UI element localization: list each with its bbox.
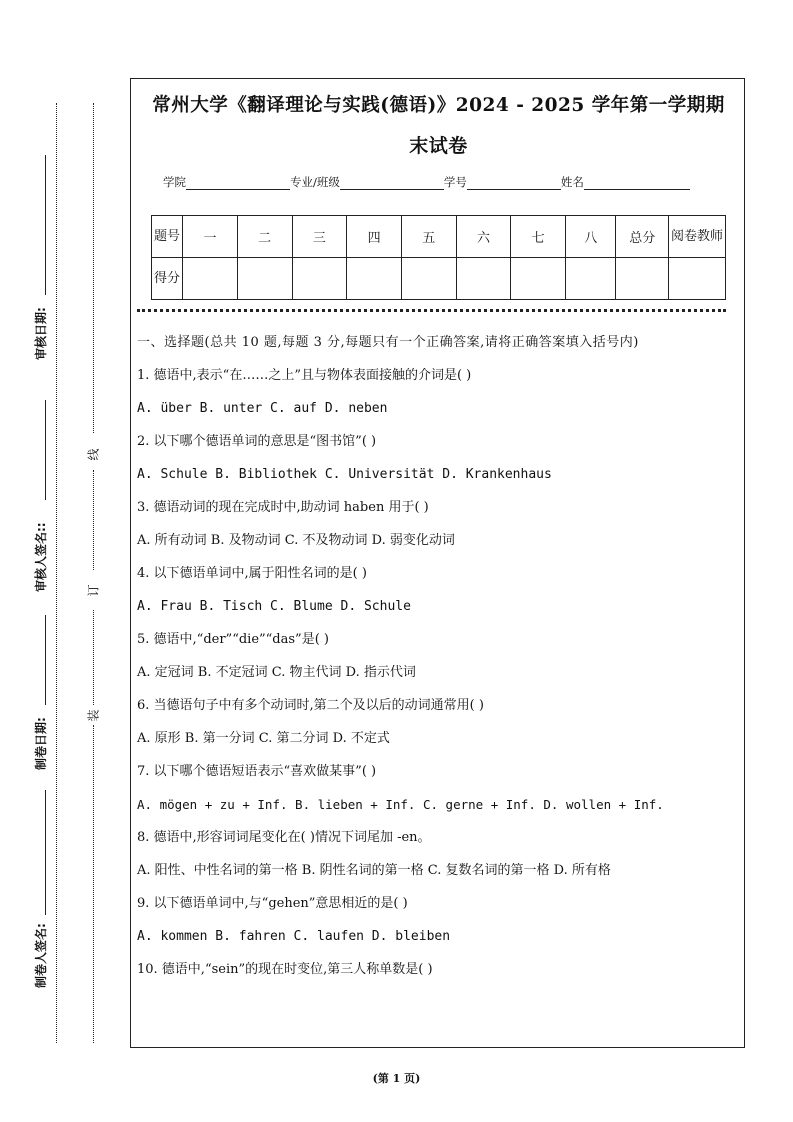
col-total: 总分 <box>616 216 669 258</box>
score-cell[interactable] <box>237 258 292 300</box>
score-row2-label: 得分 <box>152 258 183 300</box>
make-date-line <box>45 615 46 705</box>
dotted-separator <box>137 309 726 312</box>
col-grader: 阅卷教师 <box>669 216 726 258</box>
col-6: 六 <box>456 216 511 258</box>
name-label: 姓名 <box>560 175 584 189</box>
score-cell[interactable] <box>347 258 402 300</box>
score-table-header-row <box>152 216 726 258</box>
college-label: 学院 <box>163 175 186 189</box>
question-4: 4. 以下德语单词中,属于阳性名词的是( ) <box>137 566 367 581</box>
score-table-score-row <box>152 258 726 300</box>
question-4-options: A. Frau B. Tisch C. Blume D. Schule <box>137 599 411 614</box>
question-5: 5. 德语中,“der”“die”“das”是( ) <box>137 632 329 647</box>
score-cell[interactable] <box>511 258 566 300</box>
question-1: 1. 德语中,表示“在……之上”且与物体表面接触的介词是( ) <box>137 368 472 383</box>
outer-dotted-line <box>56 103 57 1043</box>
col-8: 八 <box>566 216 616 258</box>
exam-title-line1: 常州大学《翻译理论与实践(德语)》2024 - 2025 学年第一学期期 <box>152 95 725 116</box>
review-date-label: 审核日期: <box>34 307 48 360</box>
score-row1-label: 题号 <box>152 216 183 258</box>
major-class-field[interactable] <box>340 177 444 190</box>
question-7: 7. 以下哪个德语短语表示“喜欢做某事”( ) <box>137 764 377 779</box>
question-3-options: A. 所有动词 B. 及物动词 C. 不及物动词 D. 弱变化动词 <box>137 533 455 548</box>
col-7: 七 <box>511 216 566 258</box>
make-date-label: 制卷日期: <box>34 717 48 770</box>
student-id-field[interactable] <box>467 177 561 190</box>
question-6: 6. 当德语句子中有多个动词时,第二个及以后的动词通常用( ) <box>137 698 484 713</box>
reviewer-sign-line <box>45 400 46 500</box>
col-1: 一 <box>183 216 238 258</box>
question-5-options: A. 定冠词 B. 不定冠词 C. 物主代词 D. 指示代词 <box>137 665 416 680</box>
col-5: 五 <box>401 216 456 258</box>
bind-char-order: 订 <box>86 584 101 597</box>
score-cell[interactable] <box>183 258 238 300</box>
reviewer-sign-label: 审核人签名:: <box>34 522 48 592</box>
student-id-label: 学号 <box>443 175 467 189</box>
col-3: 三 <box>292 216 347 258</box>
score-cell[interactable] <box>566 258 616 300</box>
binding-dotted-line-3 <box>93 610 94 705</box>
question-2: 2. 以下哪个德语单词的意思是“图书馆”( ) <box>137 434 377 449</box>
question-6-options: A. 原形 B. 第一分词 C. 第二分词 D. 不定式 <box>137 731 390 746</box>
question-10: 10. 德语中,“sein”的现在时变位,第三人称单数是( ) <box>137 962 433 977</box>
question-8-options: A. 阳性、中性名词的第一格 B. 阴性名词的第一格 C. 复数名词的第一格 D. 所有格 <box>137 863 611 878</box>
question-3: 3. 德语动词的现在完成时中,助动词 haben 用于( ) <box>137 500 429 515</box>
question-1-options: A. über B. unter C. auf D. neben <box>137 401 388 416</box>
col-4: 四 <box>347 216 402 258</box>
student-info-row <box>163 174 690 190</box>
binding-dotted-line-1 <box>93 103 94 433</box>
question-8: 8. 德语中,形容词词尾变化在( )情况下词尾加 -en。 <box>137 830 431 845</box>
score-table <box>151 215 726 300</box>
col-2: 二 <box>237 216 292 258</box>
major-class-label: 专业/班级 <box>290 175 340 189</box>
page-number: (第 1 页) <box>372 1072 421 1085</box>
college-field[interactable] <box>186 177 290 190</box>
name-field[interactable] <box>584 177 690 190</box>
section-heading: 一、选择题(总共 10 题,每题 3 分,每题只有一个正确答案,请将正确答案填入括号内) <box>137 335 639 350</box>
score-cell[interactable] <box>669 258 726 300</box>
questions-content <box>137 332 737 992</box>
score-cell[interactable] <box>456 258 511 300</box>
exam-title-line2: 末试卷 <box>409 135 468 157</box>
maker-sign-label: 制卷人签名: <box>34 923 48 988</box>
question-2-options: A. Schule B. Bibliothek C. Universität D. Krankenhaus <box>137 467 552 482</box>
maker-sign-line <box>45 790 46 915</box>
question-9: 9. 以下德语单词中,与“gehen”意思相近的是( ) <box>137 896 408 911</box>
score-cell[interactable] <box>292 258 347 300</box>
review-date-line <box>45 155 46 295</box>
exam-frame <box>130 78 745 1048</box>
bind-char-line: 线 <box>86 448 101 461</box>
binding-dotted-line-2 <box>93 470 94 570</box>
score-cell[interactable] <box>616 258 669 300</box>
binding-dotted-line-4 <box>93 725 94 1043</box>
bind-char-bind: 装 <box>86 709 101 722</box>
question-9-options: A. kommen B. fahren C. laufen D. bleiben <box>137 929 451 944</box>
question-7-options: A. mögen + zu + Inf. B. lieben + Inf. C. gerne + Inf. D. wollen + Inf. <box>137 797 664 812</box>
score-cell[interactable] <box>401 258 456 300</box>
